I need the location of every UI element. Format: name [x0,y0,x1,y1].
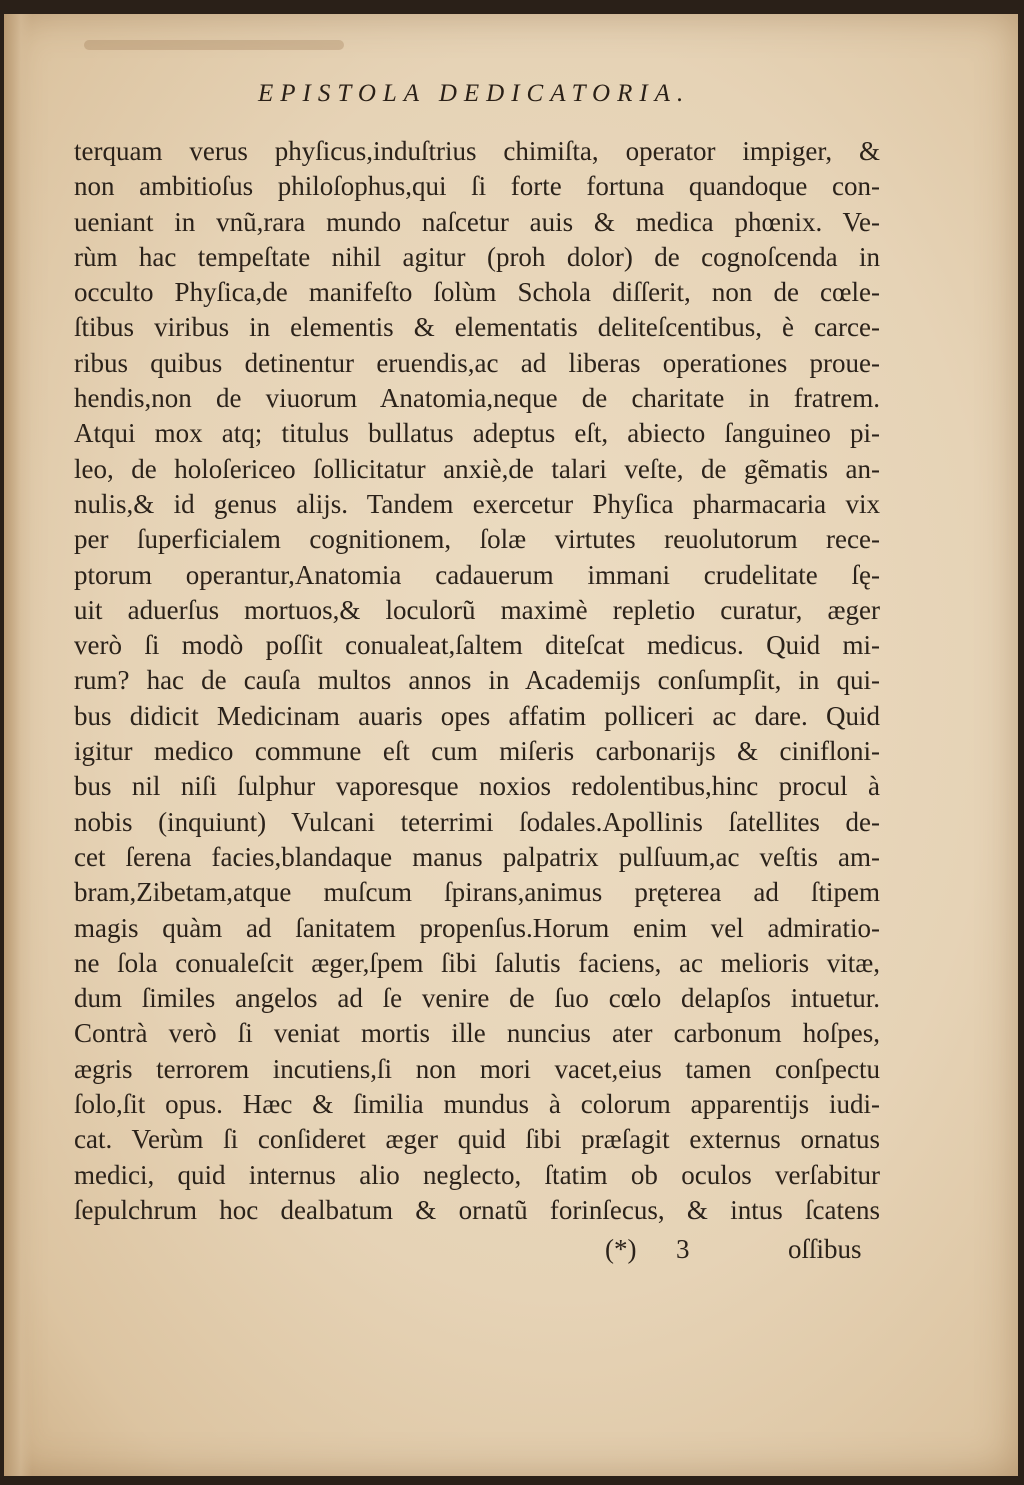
text-line: medici, quid internus alio neglecto, ſtatim ob oculos verſabitur [74,1159,880,1190]
signature-mark: (*) [605,1234,637,1264]
text-line: ueniant in vnũ,rara mundo naſcetur auis & medica phœnix. Ve- [74,206,880,237]
text-line: dum ſimiles angelos ad ſe venire de ſuo cœlo delapſos intuetur. [74,983,880,1014]
catchword: oſſibus [788,1234,862,1264]
text-line: bus nil niſi ſulphur vaporesque noxios redolentibus,hinc procul à [74,771,880,802]
text-line: non ambitioſus philoſophus,qui ſi forte fortuna quandoque con- [74,171,880,202]
text-line: Atqui mox atq; titulus bullatus adeptus eſt, abiecto ſanguineo pi- [74,418,880,449]
text-line: cet ſerena facies,blandaque manus palpatrix pulſuum,ac veſtis am- [74,841,880,872]
text-line: cat. Verùm ſi conſideret æger quid ſibi præſagit externus ornatus [74,1124,880,1155]
body-text [74,134,880,1228]
text-line: ſolo,ſit opus. Hæc & ſimilia mundus à colorum apparentijs iudi- [74,1089,880,1120]
text-line: Contrà verò ſi veniat mortis ille nuncius ater carbonum hoſpes, [74,1018,880,1049]
page-number: 3 [676,1234,690,1264]
text-line: magis quàm ad ſanitatem propenſus.Horum enim vel admiratio- [74,912,880,943]
text-line: ribus quibus detinentur eruendis,ac ad liberas operationes proue- [74,347,880,378]
text-line: rùm hac tempeſtate nihil agitur (proh dolor) de cognoſcenda in [74,241,880,272]
text-line: nulis,& id genus alijs. Tandem exercetur Phyſica pharmacaria vix [74,488,880,519]
text-line: nobis (inquiunt) Vulcani teterrimi ſodales.Apollinis ſatellites de- [74,806,880,837]
text-line: bus didicit Medicinam auaris opes affatim polliceri ac dare. Quid [74,700,880,731]
text-line: verò ſi modò poſſit conualeat,ſaltem diteſcat medicus. Quid mi- [74,630,880,661]
text-line: igitur medico commune eſt cum miſeris carbonarijs & cinifloni- [74,736,880,767]
text-line: ptorum operantur,Anatomia cadauerum immani crudelitate ſę- [74,559,880,590]
text-line: hendis,non de viuorum Anatomia,neque de charitate in fratrem. [74,383,880,414]
text-line: rum? hac de cauſa multos annos in Academijs conſumpſit, in qui- [74,665,880,696]
ink-smudge [84,40,344,50]
text-line: ſepulchrum hoc dealbatum & ornatũ forinſecus, & intus ſcatens [74,1194,880,1225]
text-line: ſtibus viribus in elementis & elementatis deliteſcentibus, è carce- [74,312,880,343]
text-line: leo, de holoſericeo ſollicitatur anxiè,de talari veſte, de gẽmatis an- [74,453,880,484]
text-line: ægris terrorem incutiens,ſi non mori vacet,eius tamen conſpectu [74,1053,880,1084]
page-gutter-shadow [4,14,32,1476]
text-line: per ſuperficialem cognitionem, ſolæ virtutes reuolutorum rece- [74,524,880,555]
running-header: EPISTOLA DEDICATORIA. [258,80,691,107]
text-line: ne ſola conualeſcit æger,ſpem ſibi ſalutis faciens, ac melioris vitæ, [74,947,880,978]
text-line: terquam verus phyſicus,induſtrius chimiſta, operator impiger, & [74,136,880,166]
text-line: uit aduerſus mortuos,& loculorũ maximè repletio curatur, æger [74,594,880,625]
text-line: bram,Zibetam,atque muſcum ſpirans,animus pręterea ad ſtipem [74,877,880,908]
text-line: occulto Phyſica,de manifeſto ſolùm Schola diſſerit, non de cœle- [74,277,880,308]
